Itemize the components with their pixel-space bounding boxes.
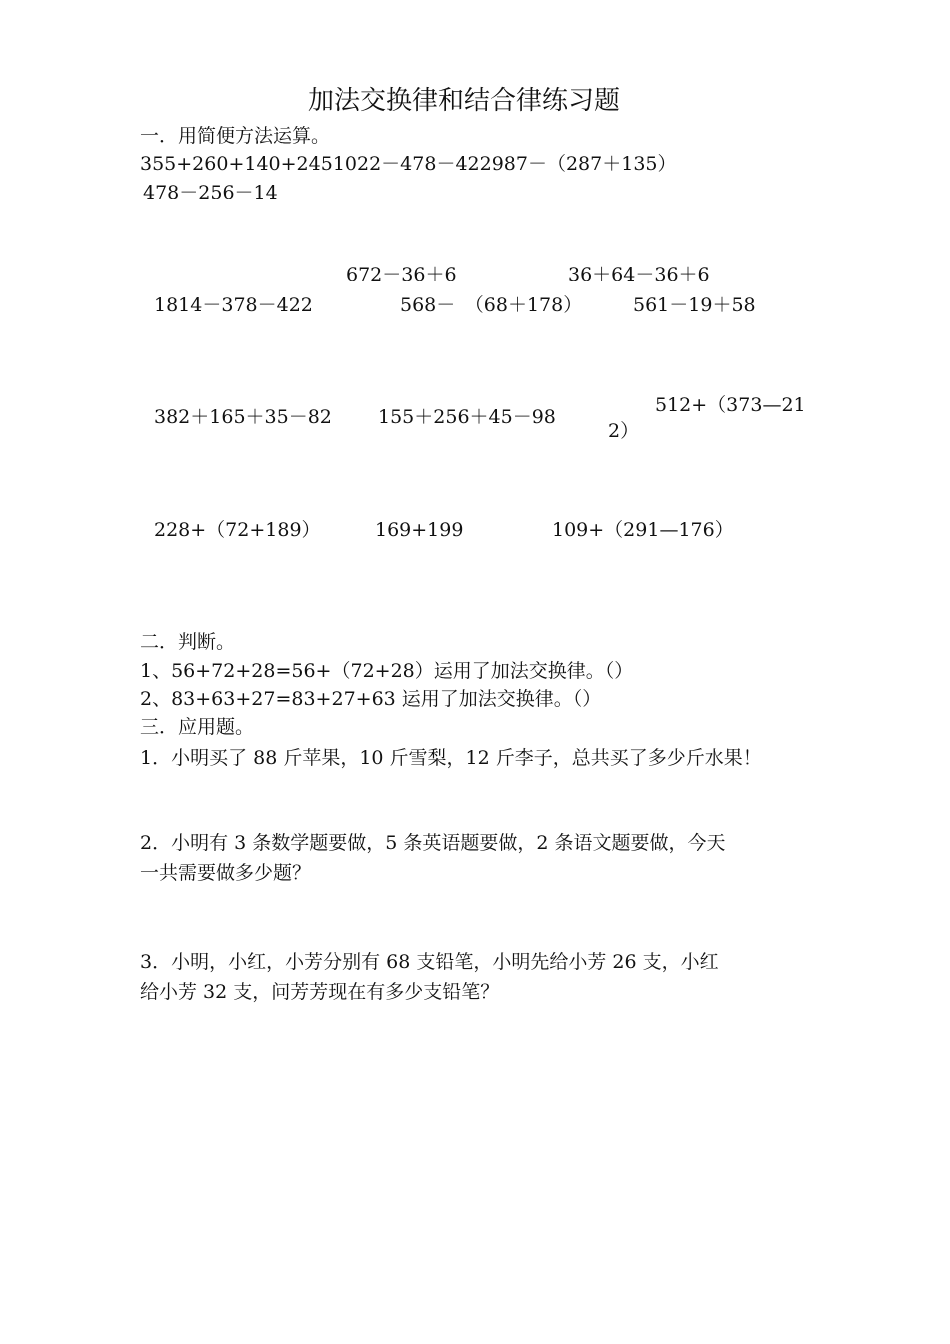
problem-228: 228+（72+189） (154, 519, 321, 541)
problem-line-2: 478－256－14 (143, 184, 278, 199)
section1-heading: 一．用简便方法运算。 (140, 125, 331, 147)
problem-109: 109+（291—176） (552, 519, 734, 541)
word-problem-2-line-1: 2．小明有 3 条数学题要做，5 条英语题要做，2 条语文题要做，今天 (140, 832, 726, 854)
problem-36-64: 36＋64－36＋6 (568, 266, 710, 281)
problem-568: 568－ （68＋178） (400, 294, 583, 316)
word-problem-2-line-2: 一共需要做多少题？ (140, 862, 312, 884)
section2-heading: 二．判断。 (140, 631, 236, 653)
section3-heading: 三．应用题。 (140, 716, 255, 738)
problem-512-part1: 512+（373—21 (655, 394, 806, 416)
problem-line-1: 355+260+140+2451022－478－422987－（287＋135） (140, 153, 677, 175)
problem-382: 382＋165＋35－82 (154, 406, 332, 428)
problem-512-part2: 2） (608, 420, 640, 442)
problem-155: 155＋256＋45－98 (378, 406, 556, 428)
problem-169: 169+199 (375, 519, 464, 541)
problem-1814: 1814－378－422 (154, 294, 313, 316)
judgment-item-2: 2、83+63+27=83+27+63 运用了加法交换律。（） (140, 688, 602, 710)
problem-561: 561－19＋58 (633, 294, 756, 316)
judgment-item-1: 1、56+72+28=56+（72+28）运用了加法交换律。（） (140, 660, 634, 682)
page-title: 加法交换律和结合律练习题 (308, 86, 621, 116)
word-problem-3-line-1: 3．小明，小红，小芳分别有 68 支铅笔，小明先给小芳 26 支，小红 (140, 951, 719, 973)
word-problem-3-line-2: 给小芳 32 支，问芳芳现在有多少支铅笔？ (140, 981, 500, 1003)
word-problem-1: 1．小明买了 88 斤苹果，10 斤雪梨，12 斤李子，总共买了多少斤水果！ (140, 747, 762, 769)
problem-672: 672－36＋6 (346, 266, 457, 281)
